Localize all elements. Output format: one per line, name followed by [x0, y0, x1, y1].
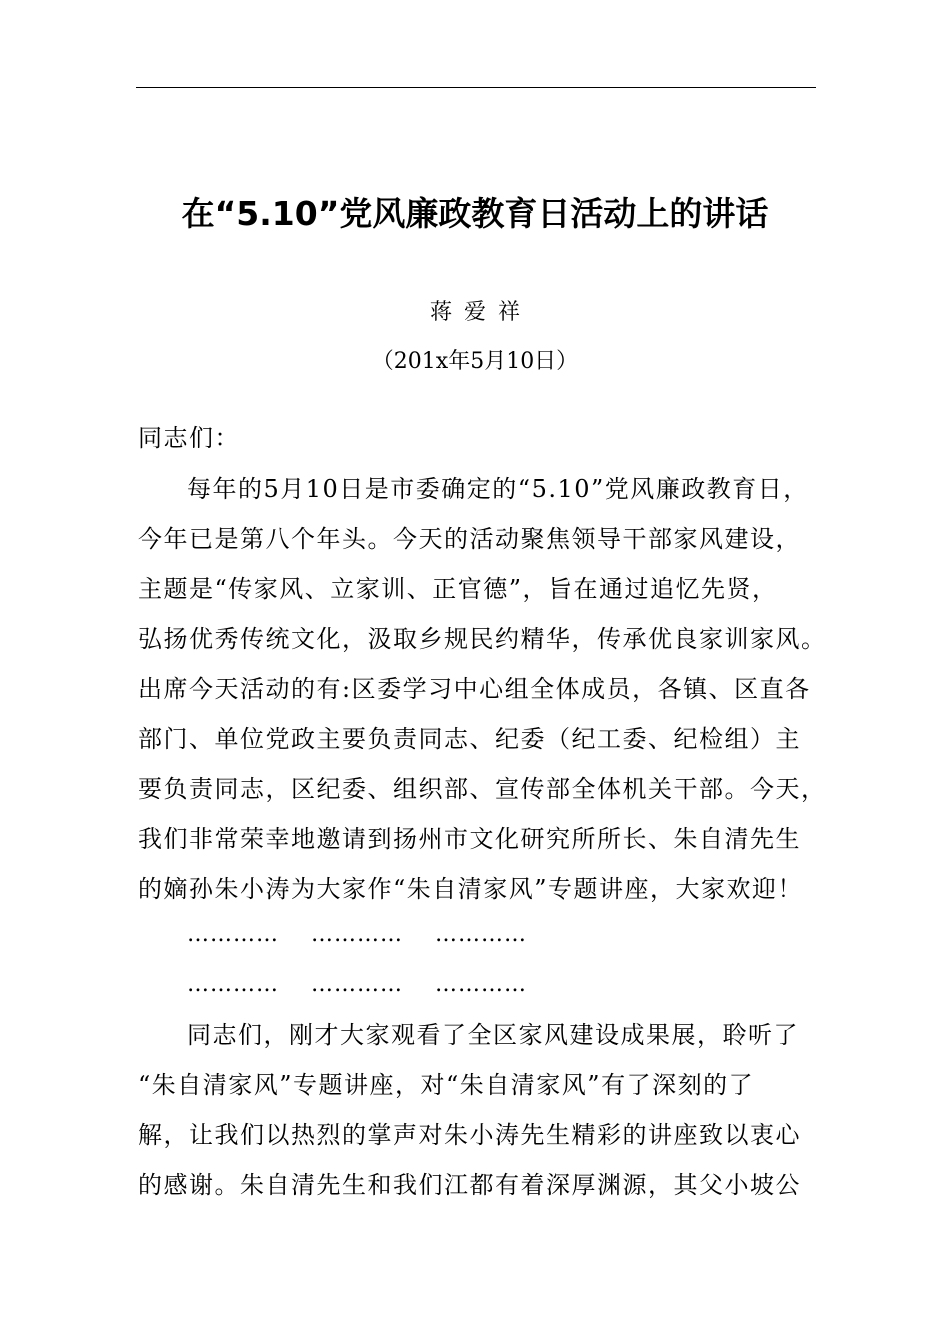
paragraph-line: 出席今天活动的有:区委学习中心组全体成员，各镇、区直各	[138, 675, 811, 703]
speech-date: （201x年5月10日）	[371, 349, 579, 374]
paragraph-line: 弘扬优秀传统文化，汲取乡规民约精华，传承优良家训家风。	[138, 625, 827, 653]
paragraph-line: 部门、单位党政主要负责同志、纪委（纪工委、纪检组）主	[138, 725, 801, 753]
ellipsis-mark: …………	[435, 922, 527, 947]
paragraph-line: 今年已是第八个年头。今天的活动聚焦领导干部家风建设，	[138, 525, 801, 553]
ellipsis-mark: …………	[187, 922, 279, 947]
document-title: 在“5.10”党风廉政教育日活动上的讲话	[181, 194, 769, 233]
paragraph-line: “朱自清家风”专题讲座，对“朱自清家风”有了深刻的了	[138, 1071, 755, 1099]
header-rule	[136, 87, 816, 88]
salutation: 同志们：	[138, 424, 240, 452]
paragraph-line: 每年的5月10日是市委确定的“5.10”党风廉政教育日，	[187, 475, 809, 503]
paragraph-line: 的感谢。朱自清先生和我们江都有着深厚渊源，其父小坡公	[138, 1171, 801, 1199]
paragraph-line: 的嫡孙朱小涛为大家作“朱自清家风”专题讲座，大家欢迎！	[138, 875, 804, 903]
ellipsis-mark: …………	[435, 972, 527, 997]
paragraph-line: 解，让我们以热烈的掌声对朱小涛先生精彩的讲座致以衷心	[138, 1121, 801, 1149]
ellipsis-row	[187, 965, 551, 1005]
author-name: 蒋爱祥	[429, 300, 532, 325]
ellipsis-mark: …………	[311, 922, 403, 947]
paragraph-line: 要负责同志，区纪委、组织部、宣传部全体机关干部。今天，	[138, 775, 827, 803]
ellipsis-mark: …………	[311, 972, 403, 997]
ellipsis-row	[187, 915, 551, 955]
ellipsis-mark: …………	[187, 972, 279, 997]
paragraph-line: 我们非常荣幸地邀请到扬州市文化研究所所长、朱自清先生	[138, 825, 801, 853]
paragraph-line: 主题是“传家风、立家训、正官德”，旨在通过追忆先贤，	[138, 575, 778, 603]
paragraph-line: 同志们，刚才大家观看了全区家风建设成果展，聆听了	[187, 1021, 799, 1049]
